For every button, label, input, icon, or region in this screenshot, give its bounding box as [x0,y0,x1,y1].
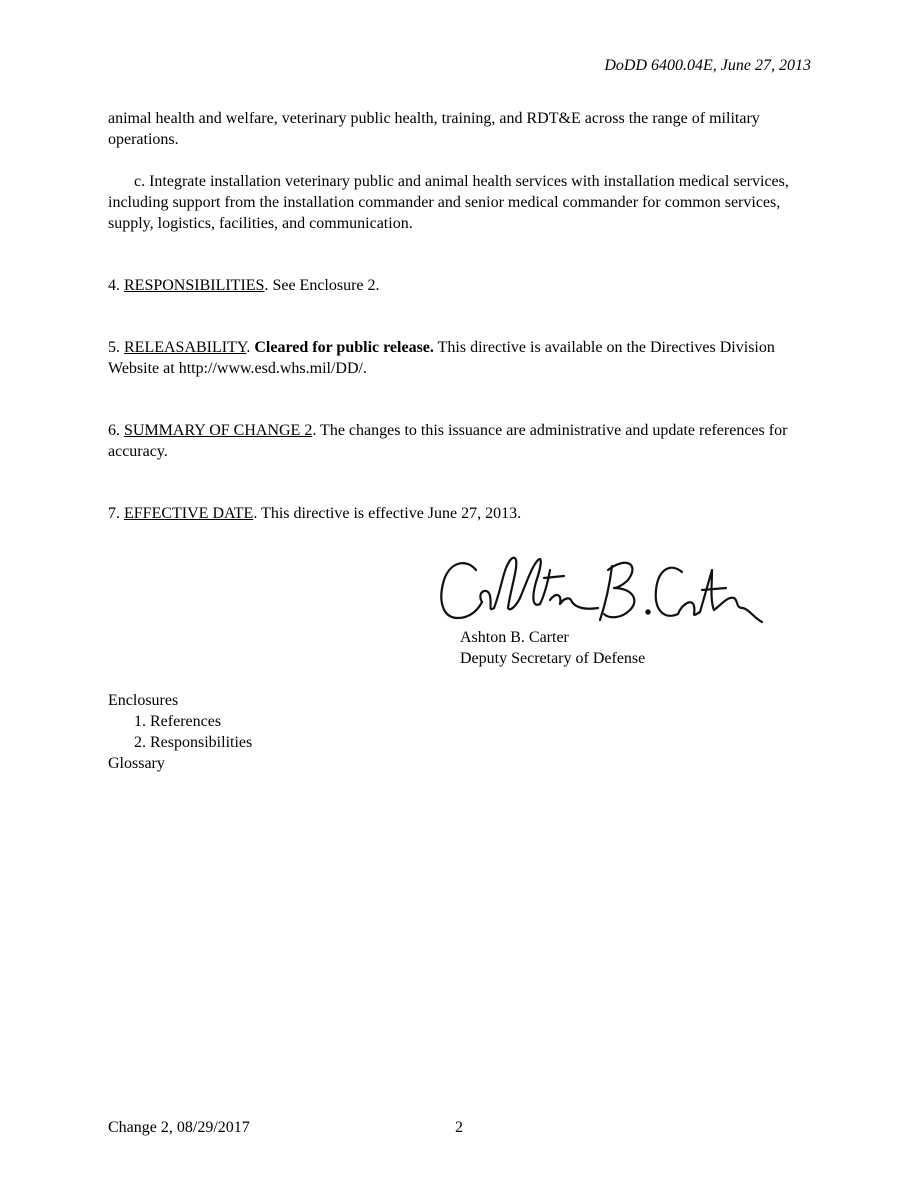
section-7 [108,503,813,524]
section-5-text: This directive is available on the Directives Division Website at http://www.esd.whs.mil/DD/. [108,339,775,377]
handwritten-signature [436,548,766,636]
section-5-separator: . [246,339,255,356]
page-number: 2 [455,1119,463,1136]
document-header: DoDD 6400.04E, June 27, 2013 [604,57,811,74]
section-6-number: 6. [108,422,124,439]
glossary-label: Glossary [108,755,165,772]
section-5-number: 5. [108,339,124,356]
section-7-title: EFFECTIVE DATE [124,505,254,522]
section-4-title: RESPONSIBILITIES [124,277,265,294]
section-6-text: . The changes to this issuance are administrative and update references for accuracy. [108,422,788,460]
paragraph-c: c. Integrate installation veterinary public and animal health services with installation medical services, including support from the installation commander and senior medical commander for common services, supply, logistics, facilities, and communication. [108,173,789,232]
signer-name: Ashton B. Carter [460,629,569,646]
footer-change-note: Change 2, 08/29/2017 [108,1119,250,1136]
section-4-number: 4. [108,277,124,294]
section-5 [108,337,813,379]
enclosure-item: 1. References [134,713,222,730]
section-6 [108,420,813,462]
enclosure-item: 2. Responsibilities [134,734,253,751]
section-6-title: SUMMARY OF CHANGE 2 [124,422,313,439]
section-5-bold-text: Cleared for public release. [254,339,434,356]
signer-block [460,627,645,669]
section-4 [108,275,813,296]
section-5-title: RELEASABILITY [124,339,247,356]
paragraph-continuation: animal health and welfare, veterinary public health, training, and RDT&E across the range of military operations. [108,110,760,148]
section-7-number: 7. [108,505,124,522]
section-7-text: . This directive is effective June 27, 2013. [253,505,522,522]
enclosures-heading: Enclosures [108,692,179,709]
enclosures-list [108,690,252,774]
signer-title: Deputy Secretary of Defense [460,650,646,667]
section-4-text: . See Enclosure 2. [264,277,380,294]
